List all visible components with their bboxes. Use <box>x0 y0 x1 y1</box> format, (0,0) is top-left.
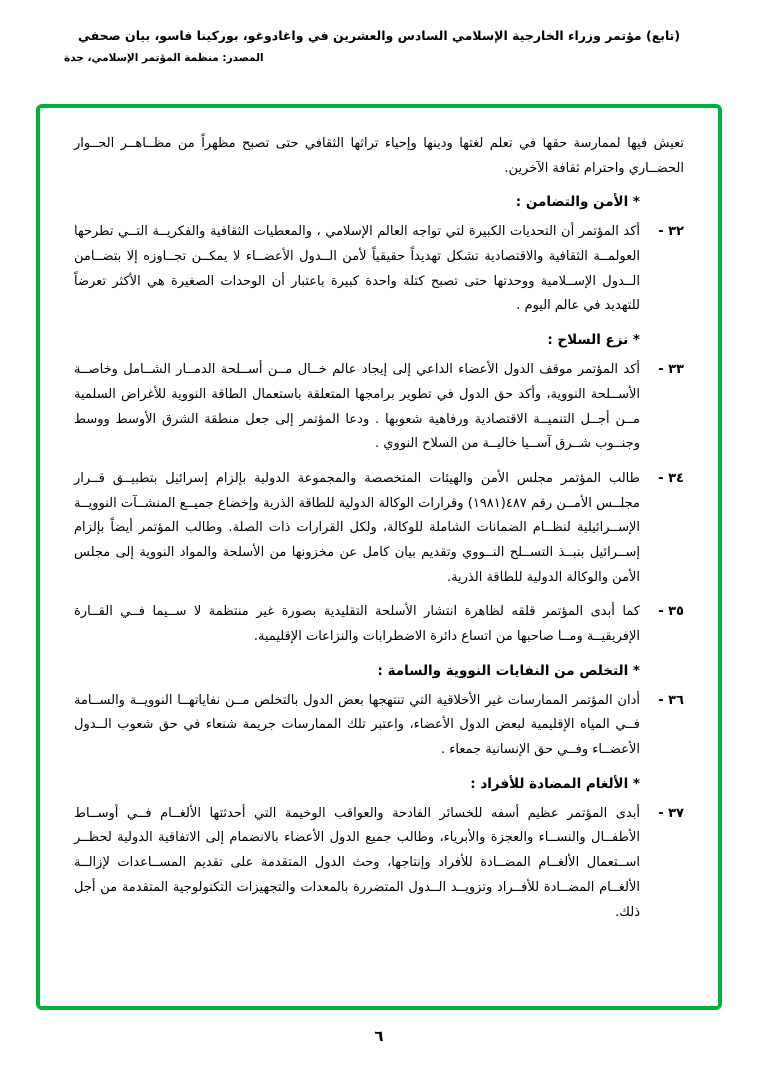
numbered-item-36 <box>74 689 684 763</box>
document-title: (تابع) مؤتمر وزراء الخارجية الإسلامي السادس والعشرين في واغادوغو، بوركينا فاسو، بيان صحفي <box>77 28 681 43</box>
section-heading-nuclear-waste: * التخلص من النفايات النووية والسامة : <box>377 662 640 679</box>
page-number: ٦ <box>374 1027 384 1045</box>
page-header <box>0 0 758 64</box>
section-heading-security-solidarity: * الأمن والتضامن : <box>515 194 640 211</box>
item-text: طالب المؤتمر مجلس الأمن والهيئات المتخصصة والمجموعة الدولية بإلزام إسرائيل بتطبيــق قــرار مجلــس الأمــن رقم ٤٨٧(١٩٨١) وقرارات الوكالة الدولية للطاقة الذرية وإخضاع جميــع المنشــآت النوويــة الإســرائيلية لنظــام الضمانات الشاملة للوكالة، ولكل القرارات ذات الصلة. وطالب المؤتمر أيضاً بإلزام إســرائيل بنبــذ التســلح النــووي وتقديم بيان كامل عن مخزونها من الأسلحة والمواد النووية إلى مجلس الأمن والوكالة الدولية للطاقة الذرية. <box>74 470 640 585</box>
intro-paragraph: تعيش فيها لممارسة حقها في تعلم لغتها ودينها وإحياء تراثها الثقافي حتى تصبح مظهراً من مظــاهــر الحــوار الحضــاري واحترام ثقافة الآخرين. <box>74 136 684 176</box>
item-number: ٣٦ - <box>658 692 684 708</box>
section-heading-disarmament: * نزع السلاح : <box>547 332 640 349</box>
item-text: أكد المؤتمر أن التحديات الكبيرة لتي تواجه العالم الإسلامي ، والمعطيات الثقافية والفكريــة التــي تطرحها العولمــة الثقافية والاقتصادية تشكل تهديداً حقيقياً لأمن الــدول الأعضــاء لا يمكــن تجــاوزه إلا بتضــامن الــدول الإســلامية ووحدتها حتى تصبح كتلة واحدة كبيرة باعتبار أن الوحدات الصغيرة هي الأكثر تعرضاً للتهديد في عالم اليوم . <box>74 224 640 314</box>
numbered-item-32 <box>74 220 684 319</box>
numbered-item-33 <box>74 358 684 457</box>
item-text: أدان المؤتمر الممارسات غير الأخلاقية التي تنتهجها بعض الدول بالتخلص مــن نفاياتهــا النوويــة والســامة فــي المياه الإقليمية لبعض الدول الأعضاء، واعتبر تلك الممارسات جريمة شنعاء في حق شعوب الــدول الأعضــاء وفــي حق الإنسانية جمعاء . <box>74 692 640 758</box>
item-number: ٣٢ - <box>658 224 684 240</box>
numbered-item-35 <box>74 600 684 649</box>
item-number: ٣٣ - <box>658 362 684 378</box>
item-text: كما أبدى المؤتمر قلقه لظاهرة انتشار الأسلحة التقليدية بصورة غير منتظمة لا ســيما فــي القــارة الإفريقيــة ومــا صاحبها من اتساع دائرة الاضطرابات والنزاعات الإقليمية. <box>74 604 640 644</box>
item-number: ٣٥ - <box>658 604 684 620</box>
section-heading-landmines: * الألغام المضادة للأفراد : <box>470 775 640 792</box>
item-text: أكد المؤتمر موقف الدول الأعضاء الداعي إلى إيجاد عالم خــال مــن أســلحة الدمــار الشــامل وخاصــة الأســلحة النووية، وأكد حق الدول في تطوير برامجها المتعلقة باستعمال الطاقة النووية للأغراض السلمية مــن أجــل التنميــة الاقتصادية ورفاهية شعوبها . ودعا المؤتمر إلى جعل منطقة الشرق الأوسط ووسط وجنــوب شــرق آســيا خاليــة من السلاح النووي . <box>74 362 640 452</box>
document-source: المصدر: منظمة المؤتمر الإسلامي، جدة <box>64 52 264 64</box>
content-frame <box>36 104 722 1010</box>
item-number: ٣٤ - <box>658 470 684 486</box>
item-text: أبدى المؤتمر عظيم أسفه للخسائر الفادحة والعواقب الوخيمة التي أحدثتها الألغــام فــي أوســاط الأطفــال والنســاء والعجزة والأبرياء، وطالب جميع الدول الأعضاء بالانضمام إلى الاتفاقية الدولية لحظــر اســتعمال الألغــام المضــادة للأفراد وإنتاجها، وحث الدول المتقدمة على تقديم المســاعدات لإزالــة الألغــام المضــادة للأفــراد وتزويــد الــدول المتضررة بالمعدات والتجهيزات التكنولوجية المتقدمة من أجل ذلك. <box>74 805 640 920</box>
item-number: ٣٧ - <box>658 805 684 821</box>
numbered-item-34 <box>74 467 684 590</box>
numbered-item-37 <box>74 802 684 925</box>
